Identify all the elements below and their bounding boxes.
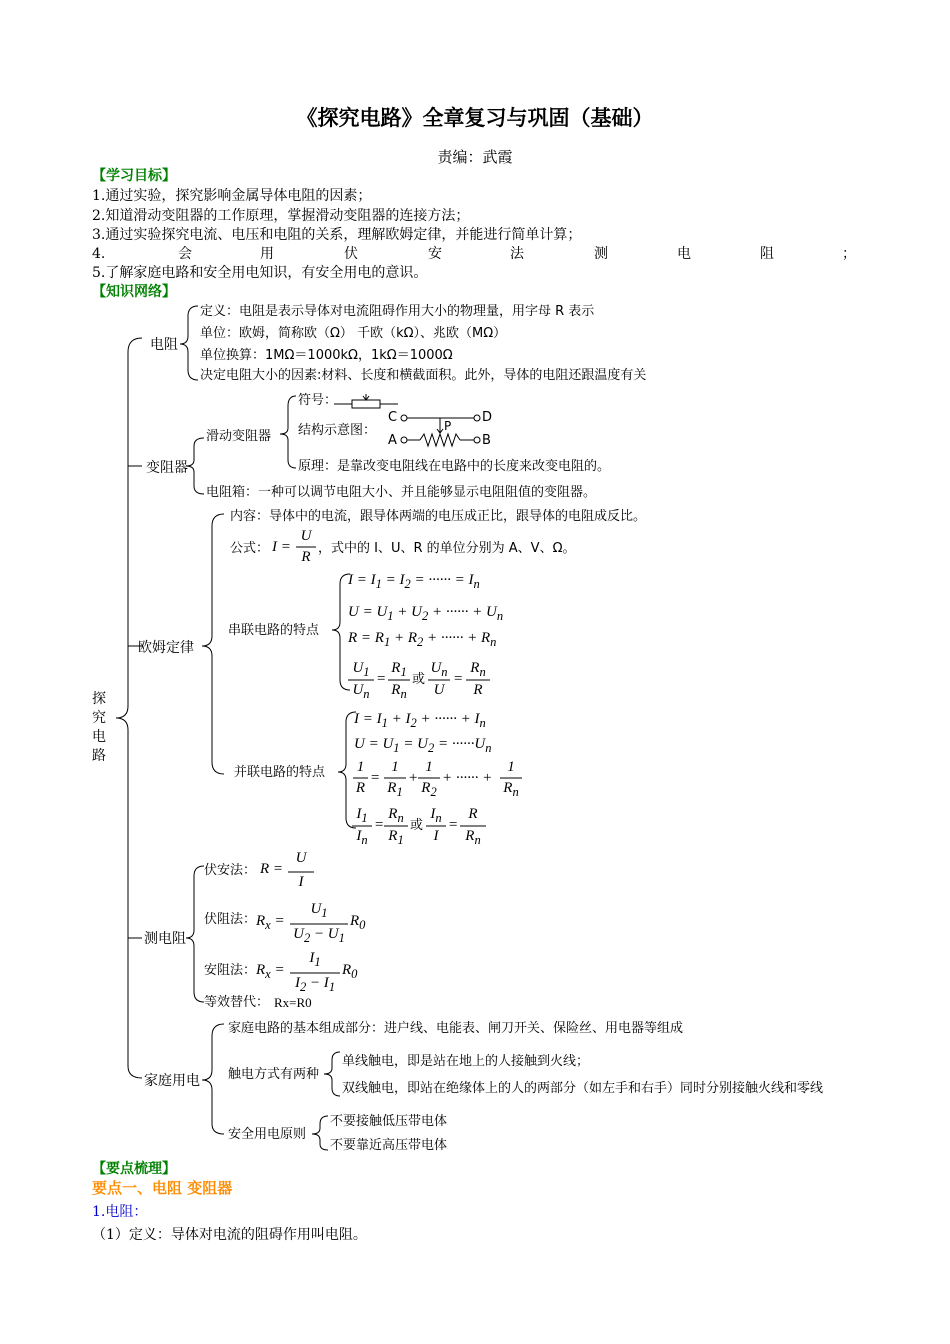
parallel-frac-1d: 1: [507, 759, 515, 775]
parallel-eq-u: $U = U_1 = U_2 = \cdot\cdot\cdot\cdot\cdot\cdot U_n$: [354, 736, 492, 755]
ohm-formula-i: I =: [272, 539, 291, 555]
ohm-formula-label: 公式：: [230, 541, 270, 556]
parallel-frac-i: I: [433, 828, 439, 844]
measure-ar-den: $I_2 - I_1$: [294, 975, 336, 994]
network-header: 【知识网络】: [92, 284, 176, 300]
editor: 责编：武霞: [437, 148, 513, 166]
series-or: 或: [412, 672, 426, 687]
ohm-content: 内容：导体中的电流，跟导体两端的电压成正比，跟导体的电阻成反比。: [230, 509, 647, 524]
parallel-frac-r1: $R_1$: [387, 780, 403, 799]
goals-header: 【学习目标】: [92, 168, 176, 184]
tree-root: 探究电路: [92, 691, 106, 764]
measure-vr-rx: $R_x$ =: [256, 913, 285, 932]
resistance-def: 定义：电阻是表示导体对电流阻碍作用大小的物理量，用字母 R 表示: [200, 304, 595, 319]
measure-vr: 伏阻法：: [204, 912, 257, 927]
ohm-formula-u: U: [300, 528, 312, 544]
parallel-frac-1a: 1: [356, 759, 365, 775]
series-frac-rn2: $R_n$: [470, 660, 486, 679]
series-eq2: =: [453, 671, 464, 687]
item-1-1: （1）定义：导体对电流的阻碍作用叫电阻。: [92, 1227, 367, 1243]
ohm-formula-tail: ，式中的 I、U、R 的单位分别为 A、V、Ω。: [318, 541, 576, 556]
resistance-factors: 决定电阻大小的因素:材料、长度和横截面积。此外，导体的电阻还跟温度有关: [200, 368, 647, 383]
parallel-label: 并联电路的特点: [234, 765, 326, 780]
keypoint-1: 要点一、电阻 变阻器: [92, 1179, 233, 1197]
slide-rheostat: 滑动变阻器: [206, 429, 272, 444]
series-frac-r: R: [473, 682, 483, 698]
parallel-frac-r1b: $R_1$: [388, 828, 404, 847]
node-rheostat: 变阻器: [146, 460, 188, 476]
goal-2: 2.知道滑动变阻器的工作原理，掌握滑动变阻器的连接方法；: [92, 208, 470, 224]
rheostat-struct-label: 结构示意图：: [298, 423, 377, 438]
parallel-frac-1c: 1: [425, 759, 433, 775]
measure-va-i: I: [298, 874, 304, 890]
parallel-plus1: +: [408, 770, 419, 786]
parallel-eq-i: $I = I_1 + I_2$ + ······ + $I_n$: [354, 711, 486, 730]
parallel-frac-in2: $I_n$: [430, 806, 442, 825]
parallel-dots: + ······ +: [442, 770, 493, 786]
node-measure: 测电阻: [144, 931, 186, 947]
parallel-frac-rn: $R_n$: [503, 780, 519, 799]
node-resistance: 电阻: [150, 337, 178, 353]
series-eq1: =: [376, 671, 387, 687]
rheostat-principle: 原理：是靠改变电阻线在电路中的长度来改变电阻的。: [298, 459, 611, 474]
measure-vr-den: $U_2 - U_1$: [293, 926, 345, 945]
rheostat-symbol-icon: [334, 394, 398, 408]
resistance-conv: 单位换算：1MΩ＝1000kΩ，1kΩ＝1000Ω: [200, 348, 453, 363]
measure-va: 伏安法：: [204, 863, 257, 878]
item-1: 1.电阻：: [92, 1204, 148, 1220]
goal-5: 5.了解家庭电路和安全用电知识，有安全用电的意识。: [92, 265, 428, 281]
measure-ar-i1: $I_1$: [309, 950, 321, 969]
series-eq-i: $I = I_1 = I_2$ = ······ = $I_n$: [348, 572, 480, 591]
measure-va-r: R =: [260, 861, 284, 877]
home-single: 单线触电，即是站在地上的人接触到火线；: [342, 1054, 590, 1069]
series-eq-r: $R = R_1 + R_2$ + ······ + $R_n$: [348, 630, 497, 649]
measure-va-u: U: [295, 850, 307, 866]
home-safety-2: 不要靠近高压带电体: [330, 1138, 448, 1153]
rheostat-symbol-label: 符号：: [298, 393, 338, 408]
measure-ar: 安阻法：: [204, 963, 257, 978]
series-frac-r1: $R_1$: [391, 660, 407, 679]
pin-c: C: [388, 410, 398, 425]
parallel-frac-rn3: $R_n$: [465, 828, 481, 847]
resistance-box: 电阻箱：一种可以调节电阻大小、并且能够显示电阻阻值的变阻器。: [206, 485, 597, 500]
parallel-eq3: =: [448, 817, 459, 833]
series-eq-u: $U = U_1 + U_2$ + ······ + $U_n$: [348, 604, 504, 623]
parallel-or: 或: [410, 818, 424, 833]
series-frac-u: U: [433, 682, 445, 698]
home-double: 双线触电，即站在绝缘体上的人的两部分（如左手和右手）同时分别接触火线和零线: [342, 1081, 824, 1096]
measure-ar-r0: $R_0$: [342, 962, 358, 981]
page-title: 《探究电路》全章复习与巩固（基础）: [296, 106, 654, 130]
series-label: 串联电路的特点: [228, 623, 320, 638]
pin-p: P: [444, 419, 452, 433]
keypoints-header: 【要点梳理】: [92, 1161, 176, 1177]
parallel-frac-r2: $R_2$: [421, 780, 437, 799]
home-shock: 触电方式有两种: [228, 1067, 320, 1082]
series-frac-un2: $U_n$: [430, 660, 448, 679]
parallel-eq: =: [370, 770, 381, 786]
parallel-eq2: =: [374, 817, 385, 833]
parallel-frac-r3: R: [468, 806, 478, 822]
pin-d: D: [482, 410, 493, 425]
series-frac-u1: $U_1$: [352, 660, 370, 679]
series-frac-un: $U_n$: [352, 682, 370, 701]
pin-b: B: [482, 433, 491, 448]
measure-vr-u1: $U_1$: [310, 901, 328, 920]
node-home: 家庭用电: [144, 1073, 200, 1089]
measure-eq: 等效替代：: [204, 995, 270, 1010]
measure-eq-formula: Rx=R0: [274, 995, 312, 1010]
measure-ar-rx: $R_x$ =: [256, 962, 285, 981]
home-basic: 家庭电路的基本组成部分：进户线、电能表、闸刀开关、保险丝、用电器等组成: [228, 1021, 684, 1036]
ohm-formula-r: R: [301, 549, 311, 565]
node-ohm: 欧姆定律: [138, 640, 194, 656]
pin-a: A: [388, 433, 397, 448]
goal-1: 1.通过实验，探究影响金属导体电阻的因素；: [92, 188, 372, 204]
series-frac-rn: $R_n$: [391, 682, 407, 701]
parallel-frac-r: R: [355, 780, 366, 796]
home-safety: 安全用电原则: [228, 1127, 307, 1142]
parallel-frac-rn2: $R_n$: [388, 806, 404, 825]
parallel-frac-i1: $I_1$: [356, 806, 368, 825]
parallel-frac-1b: 1: [391, 759, 399, 775]
resistance-unit: 单位：欧姆，简称欧（Ω） 千欧（kΩ）、兆欧（MΩ）: [200, 326, 507, 341]
parallel-frac-in: $I_n$: [356, 828, 368, 847]
home-safety-1: 不要接触低压带电体: [330, 1114, 448, 1129]
goal-3: 3.通过实验探究电流、电压和电阻的关系，理解欧姆定律，并能进行简单计算；: [92, 227, 582, 243]
measure-vr-r0: $R_0$: [350, 913, 366, 932]
rheostat-structure-icon: [401, 415, 480, 446]
